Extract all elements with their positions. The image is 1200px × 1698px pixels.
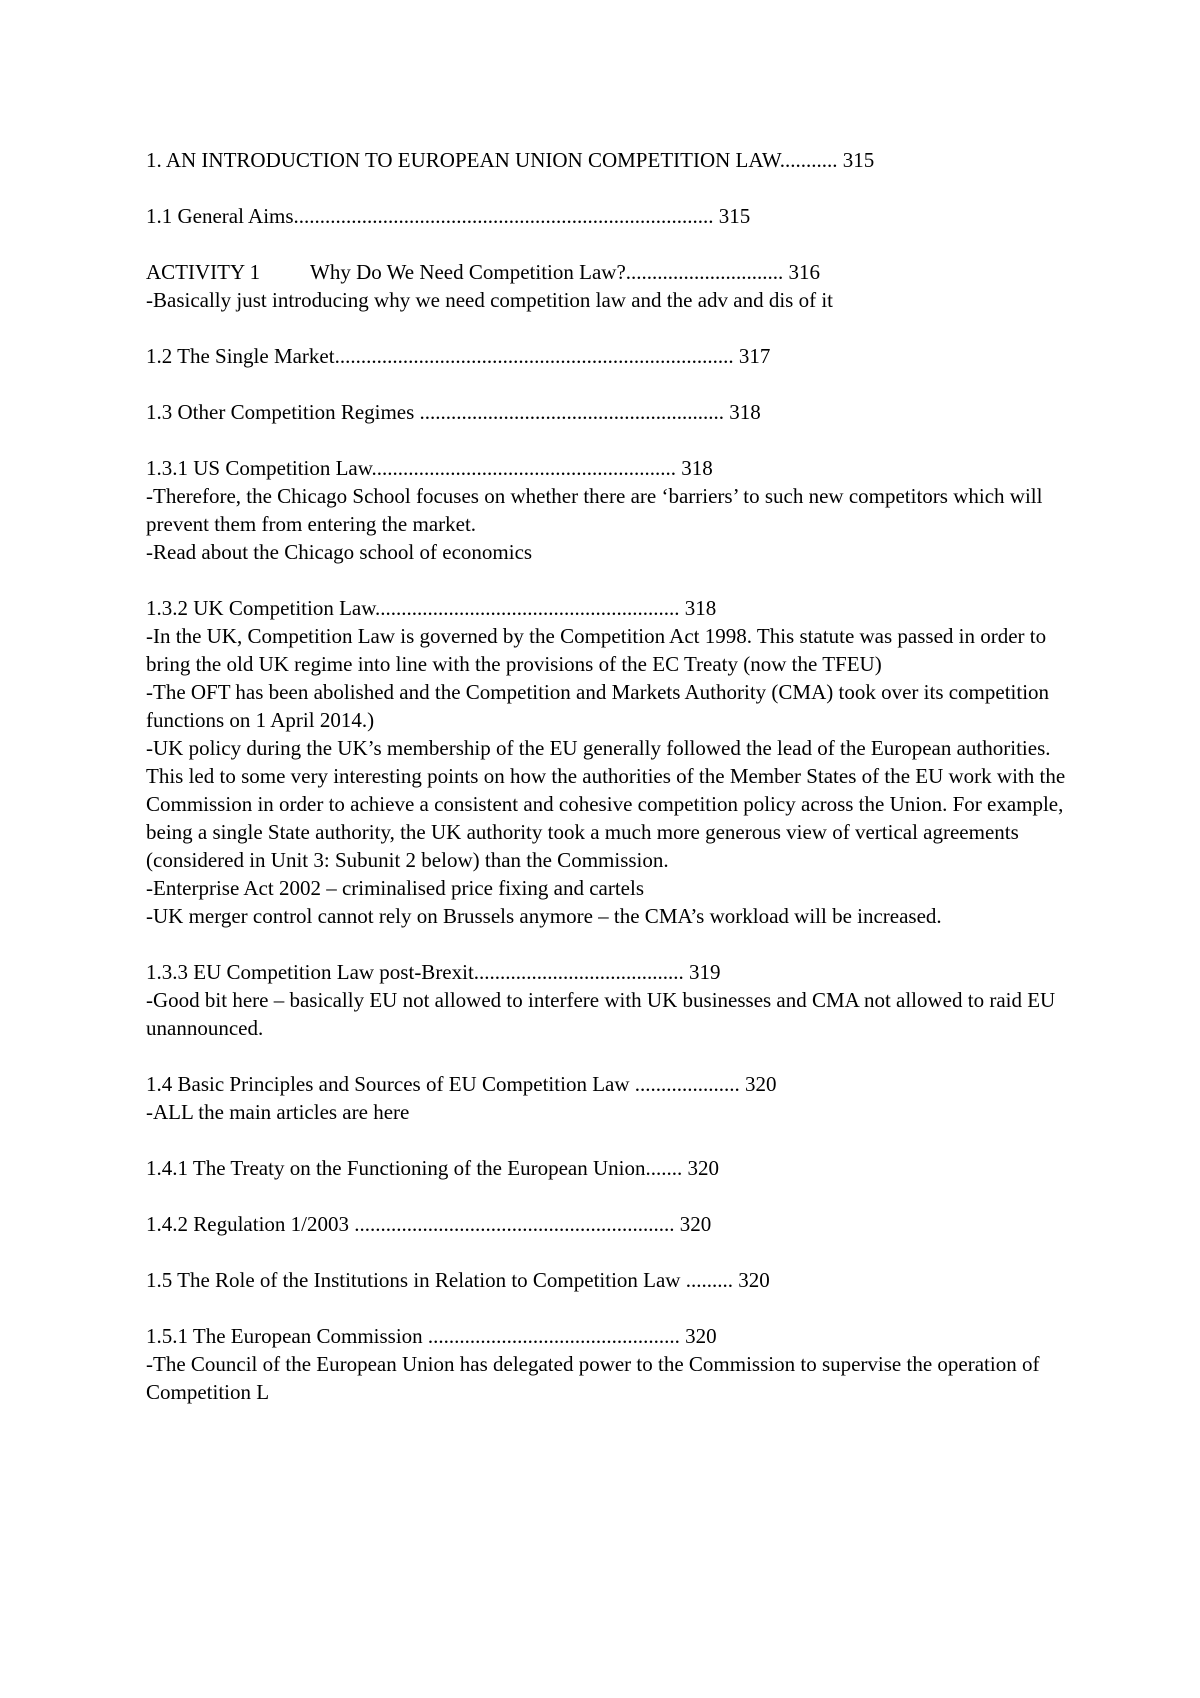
toc-note: -ALL the main articles are here bbox=[146, 1100, 410, 1124]
toc-note: -The OFT has been abolished and the Competition and Markets Authority (CMA) took over its competition functions on 1 April 2014.) bbox=[146, 680, 1050, 732]
toc-content bbox=[146, 146, 1066, 1406]
toc-heading: 1.3.1 US Competition Law.......................................................... 318 bbox=[146, 456, 713, 480]
toc-heading: 1.4.2 Regulation 1/2003 ............................................................. 320 bbox=[146, 1212, 712, 1236]
toc-heading-activity bbox=[146, 258, 1066, 286]
toc-note: -The Council of the European Union has delegated power to the Commission to supervise the operation of Competition L bbox=[146, 1352, 1040, 1404]
toc-heading: 1.1 General Aims................................................................................ 315 bbox=[146, 204, 751, 228]
toc-heading: 1.5.1 The European Commission ................................................ 320 bbox=[146, 1324, 717, 1348]
toc-note: -Enterprise Act 2002 – criminalised price fixing and cartels bbox=[146, 876, 645, 900]
toc-heading: 1.5 The Role of the Institutions in Relation to Competition Law ......... 320 bbox=[146, 1268, 770, 1292]
toc-heading: 1.3.2 UK Competition Law.......................................................... 318 bbox=[146, 596, 717, 620]
toc-note: -Good bit here – basically EU not allowed to interfere with UK businesses and CMA not allowed to raid EU unannounced. bbox=[146, 988, 1056, 1040]
toc-note: -In the UK, Competition Law is governed by the Competition Act 1998. This statute was passed in order to bring the old UK regime into line with the provisions of the EC Treaty (now the TFEU) bbox=[146, 624, 1047, 676]
toc-note: -UK policy during the UK’s membership of the EU generally followed the lead of the European authorities. This led to some very interesting points on how the authorities of the Member States of the EU work with the Commission in order to achieve a consistent and cohesive competition policy across the Union. For example, being a single State authority, the UK authority took a much more generous view of vertical agreements (considered in Unit 3: Subunit 2 below) than the Commission. bbox=[146, 736, 1066, 872]
toc-heading: 1. AN INTRODUCTION TO EUROPEAN UNION COMPETITION LAW........... 315 bbox=[146, 148, 875, 172]
toc-note: -Therefore, the Chicago School focuses on whether there are ‘barriers’ to such new competitors which will prevent them from entering the market. bbox=[146, 484, 1043, 536]
toc-heading: 1.2 The Single Market............................................................................ 317 bbox=[146, 344, 771, 368]
toc-heading: 1.4.1 The Treaty on the Functioning of the European Union....... 320 bbox=[146, 1156, 719, 1180]
toc-note: -Basically just introducing why we need competition law and the adv and dis of it bbox=[146, 288, 834, 312]
toc-heading: 1.4 Basic Principles and Sources of EU Competition Law .................... 320 bbox=[146, 1072, 777, 1096]
toc-note: -Read about the Chicago school of economics bbox=[146, 540, 533, 564]
toc-note: -UK merger control cannot rely on Brussels anymore – the CMA’s workload will be increased. bbox=[146, 904, 942, 928]
activity-title: Why Do We Need Competition Law?.............................. 316 bbox=[310, 260, 821, 284]
activity-label: ACTIVITY 1 bbox=[146, 260, 261, 284]
toc-heading: 1.3.3 EU Competition Law post-Brexit........................................ 319 bbox=[146, 960, 721, 984]
toc-heading: 1.3 Other Competition Regimes .......................................................... 318 bbox=[146, 400, 761, 424]
